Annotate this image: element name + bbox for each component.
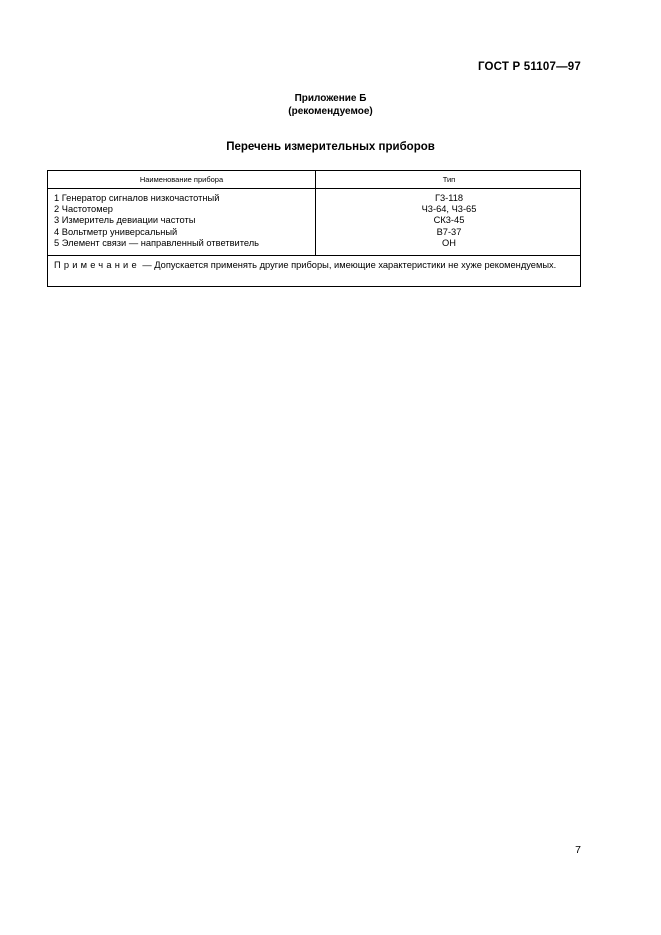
- instrument-name: 3 Измеритель девиации частоты: [54, 215, 196, 226]
- table-row: [48, 227, 580, 238]
- instruments-table: [47, 170, 581, 287]
- table-note-row: [48, 255, 580, 287]
- table-header: [48, 171, 580, 189]
- appendix-title: Приложение Б: [294, 93, 367, 104]
- instrument-name: 5 Элемент связи — направленный ответвитель: [54, 237, 260, 248]
- appendix-heading: [0, 92, 661, 118]
- instrument-type: В7-37: [436, 226, 462, 237]
- table-row: [48, 238, 580, 249]
- list-title: Перечень измерительных приборов: [226, 141, 435, 153]
- table-row: [48, 215, 580, 226]
- table-row: [48, 193, 580, 204]
- instrument-name: 1 Генератор сигналов низкочастотный: [54, 193, 220, 203]
- appendix-status: (рекомендуемое): [288, 106, 373, 117]
- instrument-name: 2 Частотомер: [54, 204, 113, 215]
- table-body: [48, 193, 580, 249]
- table-row: [48, 204, 580, 215]
- instrument-name: 4 Вольтметр универсальный: [54, 226, 178, 237]
- instrument-type: Г3-118: [434, 193, 464, 203]
- document-code: ГОСТ Р 51107—97: [477, 61, 581, 73]
- column-header-name: Наименование прибора: [139, 175, 224, 184]
- note-label: Примечание: [54, 260, 140, 270]
- note-text: — Допускается применять другие приборы, имеющие характеристики не хуже рекомендуемых.: [139, 260, 557, 270]
- instrument-type: Ч3-64, Ч3-65: [421, 204, 477, 215]
- instrument-type: СК3-45: [433, 215, 465, 226]
- table-note: [54, 260, 574, 271]
- page-number: 7: [575, 844, 581, 856]
- column-header-type: Тип: [442, 175, 456, 184]
- instrument-type: ОН: [442, 237, 456, 248]
